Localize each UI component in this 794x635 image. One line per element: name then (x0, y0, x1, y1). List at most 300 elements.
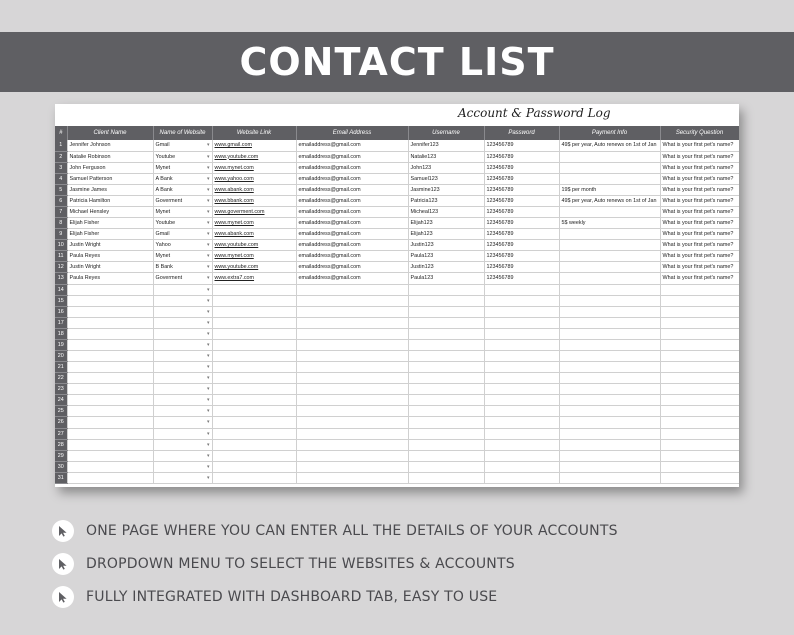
client-name-cell[interactable] (67, 439, 153, 450)
table-row (55, 218, 739, 229)
client-name-cell[interactable]: Elijah Fisher (67, 229, 153, 240)
email-cell[interactable] (296, 461, 408, 472)
password-cell[interactable] (484, 350, 559, 361)
row-number: 2 (55, 151, 67, 162)
password-cell[interactable] (484, 295, 559, 306)
email-cell[interactable] (296, 328, 408, 339)
email-cell[interactable] (296, 317, 408, 328)
website-link-cell[interactable] (212, 339, 296, 350)
password-cell[interactable]: 123456789 (484, 151, 559, 162)
client-name-cell[interactable] (67, 317, 153, 328)
column-header-website-link[interactable]: Website Link (212, 126, 296, 140)
email-cell[interactable] (296, 417, 408, 428)
email-cell[interactable]: emailaddress@gmail.com (296, 229, 408, 240)
payment-info-cell[interactable] (559, 406, 660, 417)
chevron-down-icon[interactable]: ▾ (206, 208, 210, 215)
password-cell[interactable] (484, 306, 559, 317)
chevron-down-icon[interactable]: ▾ (206, 397, 210, 404)
chevron-down-icon[interactable]: ▾ (206, 386, 210, 393)
client-name-cell[interactable] (67, 373, 153, 384)
password-cell[interactable] (484, 362, 559, 373)
website-link-cell[interactable]: www.abank.com (212, 229, 296, 240)
password-cell[interactable] (484, 373, 559, 384)
column-header-website-name[interactable]: Name of Website (153, 126, 212, 140)
security-question-cell[interactable] (660, 384, 739, 395)
username-cell[interactable]: Micheal123 (408, 206, 484, 217)
table-row (55, 262, 739, 273)
chevron-down-icon[interactable]: ▾ (206, 153, 210, 160)
username-cell[interactable]: Elijah123 (408, 218, 484, 229)
username-cell[interactable]: Jasmine123 (408, 184, 484, 195)
payment-info-cell[interactable] (559, 251, 660, 262)
username-cell[interactable]: Paula123 (408, 251, 484, 262)
username-cell[interactable] (408, 450, 484, 461)
username-cell[interactable]: Natalie123 (408, 151, 484, 162)
security-question-cell[interactable]: What is your first pet's name? (660, 140, 739, 151)
client-name-cell[interactable]: Jennifer Johnson (67, 140, 153, 151)
payment-info-cell[interactable] (559, 350, 660, 361)
client-name-cell[interactable] (67, 395, 153, 406)
security-question-cell[interactable] (660, 450, 739, 461)
password-cell[interactable]: 123456789 (484, 240, 559, 251)
payment-info-cell[interactable] (559, 395, 660, 406)
payment-info-cell[interactable] (559, 240, 660, 251)
website-link-cell[interactable] (212, 384, 296, 395)
website-name-cell[interactable] (153, 262, 212, 273)
website-link-cell[interactable] (212, 417, 296, 428)
password-cell[interactable] (484, 428, 559, 439)
row-number: 20 (55, 350, 67, 361)
row-number: 10 (55, 240, 67, 251)
username-cell[interactable] (408, 395, 484, 406)
website-name-cell[interactable] (153, 384, 212, 395)
security-question-cell[interactable]: What is your first pet's name? (660, 229, 739, 240)
website-name-cell[interactable] (153, 417, 212, 428)
row-number: 16 (55, 306, 67, 317)
security-question-cell[interactable]: What is your first pet's name? (660, 162, 739, 173)
client-name-cell[interactable] (67, 284, 153, 295)
security-question-cell[interactable] (660, 417, 739, 428)
email-cell[interactable] (296, 295, 408, 306)
website-name-cell[interactable] (153, 317, 212, 328)
website-link-cell[interactable]: www.yahoo.com (212, 173, 296, 184)
column-header-username[interactable]: Username (408, 126, 484, 140)
security-question-cell[interactable] (660, 461, 739, 472)
website-link-cell[interactable] (212, 284, 296, 295)
payment-info-cell[interactable] (559, 450, 660, 461)
website-name-cell[interactable] (153, 472, 212, 483)
payment-info-cell[interactable] (559, 317, 660, 328)
payment-info-cell[interactable] (559, 373, 660, 384)
website-link-cell[interactable] (212, 362, 296, 373)
column-header-password[interactable]: Password (484, 126, 559, 140)
security-question-cell[interactable] (660, 295, 739, 306)
client-name-cell[interactable] (67, 450, 153, 461)
website-name-cell[interactable] (153, 251, 212, 262)
website-name-cell[interactable] (153, 140, 212, 151)
website-link-cell[interactable]: www.youtube.com (212, 151, 296, 162)
chevron-down-icon[interactable]: ▾ (206, 220, 210, 227)
chevron-down-icon[interactable]: ▾ (206, 142, 210, 148)
website-name-cell[interactable] (153, 173, 212, 184)
security-question-cell[interactable] (660, 439, 739, 450)
client-name-cell[interactable]: Elijah Fisher (67, 218, 153, 229)
username-cell[interactable] (408, 339, 484, 350)
chevron-down-icon[interactable]: ▾ (206, 297, 210, 304)
chevron-down-icon[interactable]: ▾ (206, 164, 210, 171)
chevron-down-icon[interactable]: ▾ (206, 430, 210, 437)
client-name-cell[interactable] (67, 384, 153, 395)
username-cell[interactable]: Samuel123 (408, 173, 484, 184)
email-cell[interactable]: emailaddress@gmail.com (296, 240, 408, 251)
security-question-cell[interactable] (660, 428, 739, 439)
table-row (55, 251, 739, 262)
chevron-down-icon[interactable]: ▾ (206, 341, 210, 348)
client-name-cell[interactable] (67, 339, 153, 350)
website-link-cell[interactable] (212, 450, 296, 461)
password-cell[interactable]: 123456789 (484, 251, 559, 262)
password-cell[interactable]: 123456789 (484, 140, 559, 151)
email-cell[interactable]: emailaddress@gmail.com (296, 162, 408, 173)
security-question-cell[interactable]: What is your first pet's name? (660, 206, 739, 217)
client-name-cell[interactable]: Justin Wright (67, 240, 153, 251)
username-cell[interactable] (408, 284, 484, 295)
website-link-cell[interactable]: www.abank.com (212, 184, 296, 195)
email-cell[interactable] (296, 384, 408, 395)
column-header-client-name[interactable]: Client Name (67, 126, 153, 140)
chevron-down-icon[interactable]: ▾ (206, 175, 210, 182)
username-cell[interactable] (408, 439, 484, 450)
email-cell[interactable] (296, 472, 408, 483)
email-cell[interactable] (296, 284, 408, 295)
website-name-value: Goverment (155, 197, 183, 204)
email-cell[interactable]: emailaddress@gmail.com (296, 273, 408, 284)
chevron-down-icon[interactable]: ▾ (206, 375, 210, 382)
email-cell[interactable]: emailaddress@gmail.com (296, 151, 408, 162)
client-name-cell[interactable] (67, 406, 153, 417)
website-name-cell[interactable] (153, 306, 212, 317)
client-name-cell[interactable]: Jasmine James (67, 184, 153, 195)
email-cell[interactable]: emailaddress@gmail.com (296, 262, 408, 273)
client-name-cell[interactable] (67, 295, 153, 306)
chevron-down-icon[interactable]: ▾ (206, 474, 210, 481)
chevron-down-icon[interactable]: ▾ (206, 308, 210, 315)
password-cell[interactable]: 123456789 (484, 262, 559, 273)
username-cell[interactable]: Elijah123 (408, 229, 484, 240)
website-name-cell[interactable] (153, 229, 212, 240)
password-cell[interactable]: 123456789 (484, 229, 559, 240)
email-cell[interactable] (296, 450, 408, 461)
chevron-down-icon[interactable]: ▾ (206, 197, 210, 204)
security-question-cell[interactable]: What is your first pet's name? (660, 218, 739, 229)
payment-info-cell[interactable] (559, 206, 660, 217)
client-name-cell[interactable]: John Ferguson (67, 162, 153, 173)
security-question-cell[interactable]: What is your first pet's name? (660, 184, 739, 195)
payment-info-cell[interactable] (559, 439, 660, 450)
website-name-cell[interactable] (153, 162, 212, 173)
client-name-cell[interactable]: Paula Reyes (67, 251, 153, 262)
password-cell[interactable] (484, 406, 559, 417)
website-name-cell[interactable] (153, 439, 212, 450)
payment-info-cell[interactable] (559, 306, 660, 317)
password-cell[interactable] (484, 450, 559, 461)
chevron-down-icon[interactable]: ▾ (206, 364, 210, 371)
username-cell[interactable]: Jennifer123 (408, 140, 484, 151)
email-cell[interactable]: emailaddress@gmail.com (296, 173, 408, 184)
website-link-cell[interactable]: www.youtube.com (212, 240, 296, 251)
website-name-cell[interactable] (153, 428, 212, 439)
password-cell[interactable] (484, 284, 559, 295)
payment-info-cell[interactable] (559, 472, 660, 483)
security-question-cell[interactable] (660, 362, 739, 373)
website-link-cell[interactable]: www.mynet.com (212, 251, 296, 262)
feature-text: DROPDOWN MENU TO SELECT THE WEBSITES & ACCOUNTS (86, 555, 515, 572)
chevron-down-icon[interactable]: ▾ (206, 231, 210, 238)
website-link-cell[interactable] (212, 350, 296, 361)
client-name-cell[interactable] (67, 306, 153, 317)
password-cell[interactable] (484, 472, 559, 483)
payment-info-cell[interactable] (559, 229, 660, 240)
username-cell[interactable] (408, 328, 484, 339)
email-cell[interactable]: emailaddress@gmail.com (296, 195, 408, 206)
chevron-down-icon[interactable]: ▾ (206, 286, 210, 293)
chevron-down-icon[interactable]: ▾ (206, 352, 210, 359)
website-link-cell[interactable] (212, 317, 296, 328)
email-cell[interactable] (296, 406, 408, 417)
client-name-cell[interactable]: Samuel Patterson (67, 173, 153, 184)
security-question-cell[interactable]: What is your first pet's name? (660, 173, 739, 184)
column-header-email[interactable]: Email Address (296, 126, 408, 140)
website-name-cell[interactable] (153, 328, 212, 339)
website-name-cell[interactable] (153, 373, 212, 384)
password-cell[interactable]: 123456789 (484, 195, 559, 206)
username-cell[interactable] (408, 417, 484, 428)
security-question-cell[interactable]: What is your first pet's name? (660, 273, 739, 284)
password-cell[interactable] (484, 328, 559, 339)
website-name-cell[interactable] (153, 461, 212, 472)
website-name-cell[interactable] (153, 218, 212, 229)
payment-info-cell[interactable] (559, 162, 660, 173)
username-cell[interactable] (408, 384, 484, 395)
security-question-cell[interactable]: What is your first pet's name? (660, 240, 739, 251)
password-cell[interactable] (484, 317, 559, 328)
website-name-cell[interactable] (153, 284, 212, 295)
website-link-cell[interactable] (212, 395, 296, 406)
website-link-cell[interactable]: www.bbank.com (212, 195, 296, 206)
website-link-cell[interactable]: www.youtube.com (212, 262, 296, 273)
security-question-cell[interactable] (660, 373, 739, 384)
website-link-cell[interactable] (212, 328, 296, 339)
payment-info-cell[interactable] (559, 295, 660, 306)
email-cell[interactable]: emailaddress@gmail.com (296, 251, 408, 262)
username-cell[interactable] (408, 295, 484, 306)
payment-info-cell[interactable] (559, 151, 660, 162)
password-cell[interactable]: 123456789 (484, 162, 559, 173)
username-cell[interactable] (408, 472, 484, 483)
website-name-cell[interactable] (153, 273, 212, 284)
website-name-cell[interactable] (153, 206, 212, 217)
email-cell[interactable] (296, 350, 408, 361)
column-header-number[interactable]: # (55, 126, 67, 140)
website-link-cell[interactable] (212, 439, 296, 450)
payment-info-cell[interactable]: 19$ per month (559, 184, 660, 195)
password-cell[interactable]: 123456789 (484, 206, 559, 217)
website-link-cell[interactable]: www.goverment.com (212, 206, 296, 217)
website-link-cell[interactable] (212, 428, 296, 439)
username-cell[interactable]: Patricia123 (408, 195, 484, 206)
username-cell[interactable] (408, 461, 484, 472)
username-cell[interactable]: Justin123 (408, 262, 484, 273)
website-name-cell[interactable] (153, 395, 212, 406)
payment-info-cell[interactable] (559, 417, 660, 428)
username-cell[interactable] (408, 350, 484, 361)
website-link-cell[interactable] (212, 295, 296, 306)
security-question-cell[interactable] (660, 395, 739, 406)
chevron-down-icon[interactable]: ▾ (206, 319, 210, 326)
client-name-cell[interactable] (67, 350, 153, 361)
website-name-cell[interactable] (153, 195, 212, 206)
client-name-cell[interactable] (67, 428, 153, 439)
password-cell[interactable] (484, 384, 559, 395)
client-name-cell[interactable] (67, 461, 153, 472)
chevron-down-icon[interactable]: ▾ (206, 419, 210, 426)
payment-info-cell[interactable] (559, 384, 660, 395)
email-cell[interactable] (296, 362, 408, 373)
website-name-cell[interactable] (153, 339, 212, 350)
website-link-cell[interactable]: www.gmail.com (212, 140, 296, 151)
username-cell[interactable]: Justin123 (408, 240, 484, 251)
password-cell[interactable]: 123456789 (484, 173, 559, 184)
chevron-down-icon[interactable]: ▾ (206, 452, 210, 459)
website-name-cell[interactable] (153, 350, 212, 361)
chevron-down-icon[interactable]: ▾ (206, 330, 210, 337)
security-question-cell[interactable]: What is your first pet's name? (660, 151, 739, 162)
email-cell[interactable]: emailaddress@gmail.com (296, 206, 408, 217)
website-link-cell[interactable]: www.mynet.com (212, 218, 296, 229)
website-link-cell[interactable] (212, 461, 296, 472)
username-cell[interactable] (408, 373, 484, 384)
payment-info-cell[interactable]: 5$ weekly (559, 218, 660, 229)
payment-info-cell[interactable]: 49$ per year, Auto renews on 1st of Jan (559, 195, 660, 206)
password-cell[interactable] (484, 461, 559, 472)
username-cell[interactable] (408, 317, 484, 328)
email-cell[interactable]: emailaddress@gmail.com (296, 184, 408, 195)
client-name-cell[interactable] (67, 472, 153, 483)
security-question-cell[interactable]: What is your first pet's name? (660, 195, 739, 206)
column-header-security-question[interactable]: Security Question (660, 126, 739, 140)
payment-info-cell[interactable] (559, 173, 660, 184)
payment-info-cell[interactable] (559, 273, 660, 284)
client-name-cell[interactable] (67, 328, 153, 339)
security-question-cell[interactable] (660, 350, 739, 361)
website-link-cell[interactable] (212, 406, 296, 417)
payment-info-cell[interactable] (559, 262, 660, 273)
email-cell[interactable] (296, 339, 408, 350)
client-name-cell[interactable]: Michael Hensley (67, 206, 153, 217)
website-name-cell[interactable] (153, 450, 212, 461)
password-cell[interactable]: 123456789 (484, 184, 559, 195)
client-name-cell[interactable]: Patricia Hamilton (67, 195, 153, 206)
payment-info-cell[interactable]: 49$ per year, Auto renews on 1st of Jan (559, 140, 660, 151)
table-row (55, 317, 739, 328)
payment-info-cell[interactable] (559, 461, 660, 472)
column-header-payment-info[interactable]: Payment Info (559, 126, 660, 140)
chevron-down-icon[interactable]: ▾ (206, 264, 210, 271)
payment-info-cell[interactable] (559, 284, 660, 295)
password-cell[interactable] (484, 439, 559, 450)
payment-info-cell[interactable] (559, 328, 660, 339)
username-cell[interactable] (408, 306, 484, 317)
website-link-cell[interactable] (212, 472, 296, 483)
security-question-cell[interactable] (660, 317, 739, 328)
security-question-cell[interactable] (660, 339, 739, 350)
chevron-down-icon[interactable]: ▾ (206, 186, 210, 193)
website-link-cell[interactable] (212, 373, 296, 384)
email-cell[interactable] (296, 395, 408, 406)
website-link-cell[interactable]: www.mynet.com (212, 162, 296, 173)
chevron-down-icon[interactable]: ▾ (206, 441, 210, 448)
security-question-cell[interactable] (660, 406, 739, 417)
email-cell[interactable]: emailaddress@gmail.com (296, 140, 408, 151)
website-name-cell[interactable] (153, 362, 212, 373)
username-cell[interactable] (408, 362, 484, 373)
password-cell[interactable] (484, 395, 559, 406)
client-name-cell[interactable] (67, 362, 153, 373)
password-cell[interactable] (484, 417, 559, 428)
website-name-cell[interactable] (153, 240, 212, 251)
website-name-value: Gmail (155, 142, 170, 149)
security-question-cell[interactable]: What is your first pet's name? (660, 262, 739, 273)
website-link-cell[interactable] (212, 306, 296, 317)
security-question-cell[interactable] (660, 306, 739, 317)
email-cell[interactable] (296, 306, 408, 317)
client-name-cell[interactable] (67, 417, 153, 428)
client-name-cell[interactable]: Justin Wright (67, 262, 153, 273)
email-cell[interactable]: emailaddress@gmail.com (296, 218, 408, 229)
security-question-cell[interactable] (660, 472, 739, 483)
payment-info-cell[interactable] (559, 362, 660, 373)
website-name-cell[interactable] (153, 184, 212, 195)
password-cell[interactable]: 123456789 (484, 218, 559, 229)
chevron-down-icon[interactable]: ▾ (206, 242, 210, 249)
chevron-down-icon[interactable]: ▾ (206, 275, 210, 282)
website-name-cell[interactable] (153, 295, 212, 306)
username-cell[interactable] (408, 428, 484, 439)
website-link-cell[interactable]: www.extra7.com (212, 273, 296, 284)
username-cell[interactable]: Paula123 (408, 273, 484, 284)
security-question-cell[interactable] (660, 284, 739, 295)
email-cell[interactable] (296, 373, 408, 384)
chevron-down-icon[interactable]: ▾ (206, 408, 210, 415)
username-cell[interactable] (408, 406, 484, 417)
email-cell[interactable] (296, 428, 408, 439)
chevron-down-icon[interactable]: ▾ (206, 463, 210, 470)
password-cell[interactable] (484, 339, 559, 350)
website-name-cell[interactable] (153, 406, 212, 417)
payment-info-cell[interactable] (559, 428, 660, 439)
row-number: 22 (55, 373, 67, 384)
website-name-cell[interactable] (153, 151, 212, 162)
payment-info-cell[interactable] (559, 339, 660, 350)
password-cell[interactable]: 123456789 (484, 273, 559, 284)
username-cell[interactable]: John123 (408, 162, 484, 173)
security-question-cell[interactable] (660, 328, 739, 339)
client-name-cell[interactable]: Paula Reyes (67, 273, 153, 284)
email-cell[interactable] (296, 439, 408, 450)
chevron-down-icon[interactable]: ▾ (206, 253, 210, 260)
client-name-cell[interactable]: Natalie Robinson (67, 151, 153, 162)
security-question-cell[interactable]: What is your first pet's name? (660, 251, 739, 262)
